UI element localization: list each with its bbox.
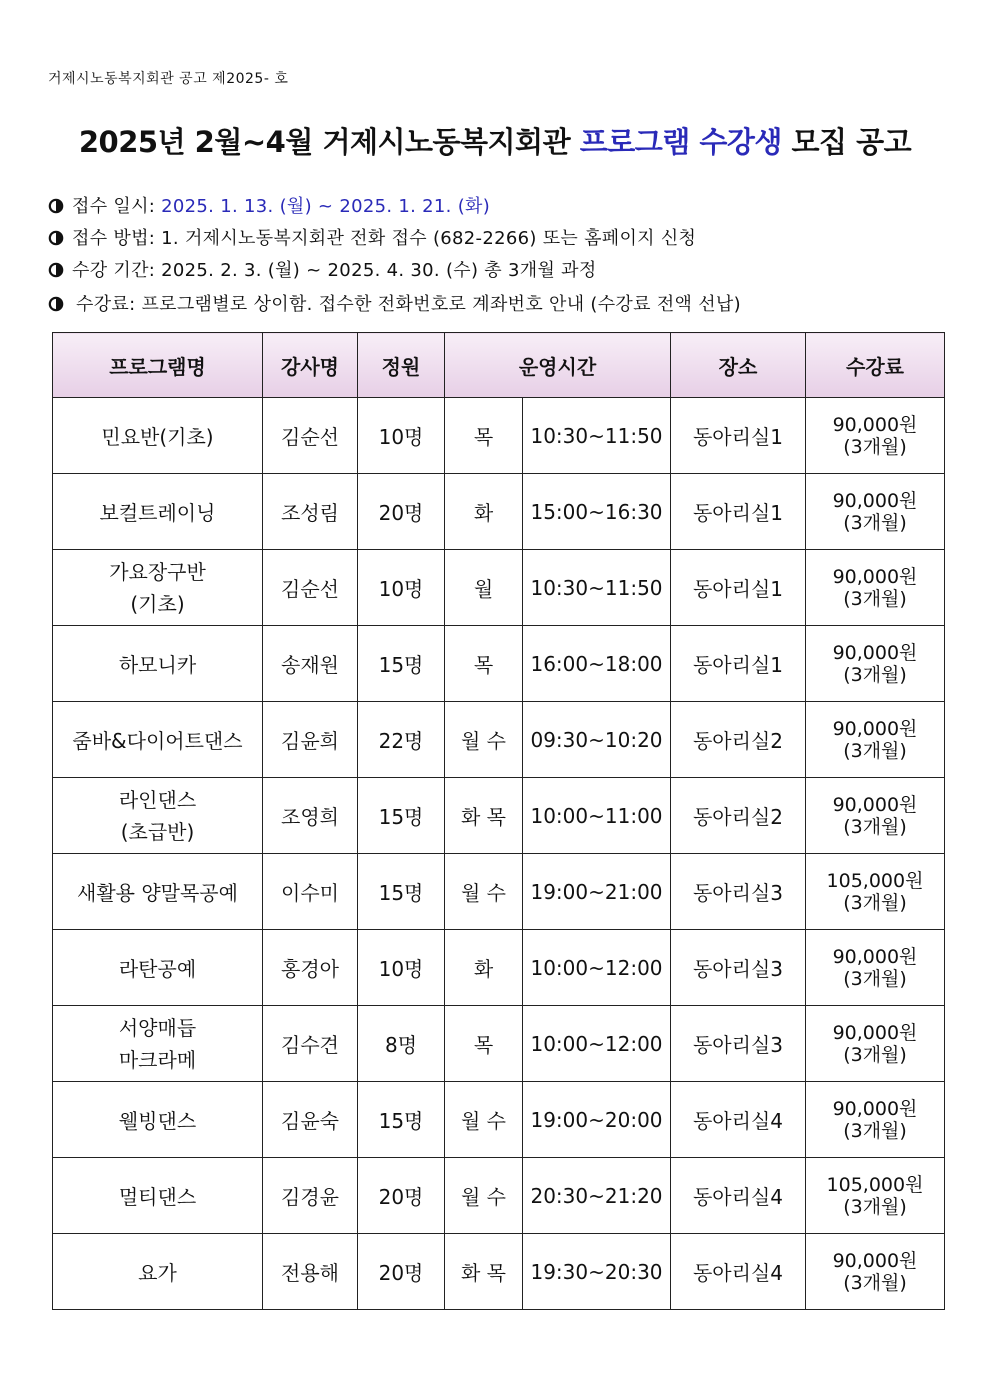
cell-day: 화 목 — [445, 1234, 523, 1310]
fee-amount: 90,000원 — [832, 489, 918, 512]
fee-period: (3개월) — [843, 891, 907, 914]
half-circle-bullet-icon — [48, 296, 64, 312]
program-name-line2: 마크라메 — [118, 1047, 197, 1072]
cell-fee — [806, 550, 945, 626]
reception-date-value: 2025. 1. 13. (월) ~ 2025. 1. 21. (화) — [161, 196, 491, 217]
cell-teacher: 김경윤 — [263, 1158, 358, 1234]
header-place: 장소 — [671, 333, 806, 398]
table-row — [53, 854, 945, 930]
cell-day: 목 — [445, 1006, 523, 1082]
half-circle-bullet-icon — [48, 262, 64, 278]
title-highlight: 프로그램 수강생 — [579, 125, 782, 159]
course-period-text: 수강 기간: 2025. 2. 3. (월) ~ 2025. 4. 30. (수) 총 3개월 과정 — [72, 260, 597, 281]
fee-period: (3개월) — [843, 967, 907, 990]
table-row — [53, 1158, 945, 1234]
cell-fee — [806, 474, 945, 550]
fee-amount: 90,000원 — [832, 1249, 918, 1272]
cell-fee — [806, 1234, 945, 1310]
page-title — [0, 120, 990, 161]
cell-teacher: 전용해 — [263, 1234, 358, 1310]
fee-amount: 105,000원 — [826, 1173, 924, 1196]
cell-place: 동아리실3 — [671, 1006, 806, 1082]
fee-period: (3개월) — [843, 1043, 907, 1066]
cell-time: 10:00~12:00 — [523, 930, 671, 1006]
table-row — [53, 398, 945, 474]
fee-amount: 90,000원 — [832, 793, 918, 816]
cell-time: 10:30~11:50 — [523, 398, 671, 474]
cell-place: 동아리실1 — [671, 474, 806, 550]
cell-time: 10:00~11:00 — [523, 778, 671, 854]
cell-fee — [806, 1158, 945, 1234]
cell-time: 15:00~16:30 — [523, 474, 671, 550]
cell-day: 화 — [445, 930, 523, 1006]
cell-day: 목 — [445, 626, 523, 702]
program-name-line1: 가요장구반 — [109, 559, 206, 584]
fee-amount: 90,000원 — [832, 717, 918, 740]
cell-capacity: 20명 — [358, 474, 445, 550]
table-row — [53, 1006, 945, 1082]
cell-place: 동아리실4 — [671, 1082, 806, 1158]
cell-teacher: 김순선 — [263, 398, 358, 474]
cell-place: 동아리실1 — [671, 626, 806, 702]
cell-program-name: 멀티댄스 — [53, 1158, 263, 1234]
fee-amount: 90,000원 — [832, 1021, 918, 1044]
cell-place: 동아리실4 — [671, 1158, 806, 1234]
cell-time: 19:00~21:00 — [523, 854, 671, 930]
header-program-name: 프로그램명 — [53, 333, 263, 398]
cell-teacher: 홍경아 — [263, 930, 358, 1006]
cell-day: 월 수 — [445, 1158, 523, 1234]
cell-program-name: 줌바&다이어트댄스 — [53, 702, 263, 778]
cell-time: 19:00~20:00 — [523, 1082, 671, 1158]
fee-amount: 90,000원 — [832, 1097, 918, 1120]
cell-program-name — [53, 1006, 263, 1082]
info-fee-note — [48, 290, 741, 316]
cell-day: 월 — [445, 550, 523, 626]
cell-capacity: 15명 — [358, 778, 445, 854]
cell-day: 월 수 — [445, 1082, 523, 1158]
table-row — [53, 550, 945, 626]
half-circle-bullet-icon — [48, 198, 64, 214]
cell-day: 화 목 — [445, 778, 523, 854]
info-course-period — [48, 256, 597, 282]
cell-fee — [806, 854, 945, 930]
table-header-row — [53, 333, 945, 398]
notice-number: 거제시노동복지회관 공고 제2025- 호 — [48, 71, 289, 87]
cell-place: 동아리실4 — [671, 1234, 806, 1310]
info-reception-date — [48, 192, 490, 218]
cell-day: 목 — [445, 398, 523, 474]
program-name-line1: 라인댄스 — [118, 787, 197, 812]
fee-period: (3개월) — [843, 739, 907, 762]
cell-program-name: 라탄공예 — [53, 930, 263, 1006]
table-row — [53, 778, 945, 854]
header-teacher: 강사명 — [263, 333, 358, 398]
fee-period: (3개월) — [843, 435, 907, 458]
cell-place: 동아리실2 — [671, 778, 806, 854]
header-schedule: 운영시간 — [445, 333, 671, 398]
cell-fee — [806, 398, 945, 474]
program-name-line1: 서양매듭 — [118, 1015, 197, 1040]
cell-program-name: 보컬트레이닝 — [53, 474, 263, 550]
cell-fee — [806, 702, 945, 778]
cell-teacher: 송재원 — [263, 626, 358, 702]
reception-method-text: 접수 방법: 1. 거제시노동복지회관 전화 접수 (682-2266) 또는 홈페이지 신청 — [72, 228, 697, 249]
title-part2: 모집 공고 — [781, 125, 912, 159]
cell-capacity: 20명 — [358, 1158, 445, 1234]
cell-teacher: 조성림 — [263, 474, 358, 550]
cell-capacity: 15명 — [358, 626, 445, 702]
fee-amount: 90,000원 — [832, 641, 918, 664]
cell-capacity: 20명 — [358, 1234, 445, 1310]
cell-day: 월 수 — [445, 702, 523, 778]
fee-period: (3개월) — [843, 815, 907, 838]
half-circle-bullet-icon — [48, 230, 64, 246]
cell-program-name — [53, 778, 263, 854]
cell-program-name: 하모니카 — [53, 626, 263, 702]
cell-program-name: 새활용 양말목공예 — [53, 854, 263, 930]
cell-place: 동아리실1 — [671, 398, 806, 474]
cell-teacher: 이수미 — [263, 854, 358, 930]
cell-program-name: 민요반(기초) — [53, 398, 263, 474]
cell-day: 월 수 — [445, 854, 523, 930]
program-table — [52, 332, 945, 1310]
cell-capacity: 15명 — [358, 1082, 445, 1158]
table-row — [53, 1234, 945, 1310]
cell-time: 19:30~20:30 — [523, 1234, 671, 1310]
info-reception-method — [48, 224, 696, 250]
cell-teacher: 김수견 — [263, 1006, 358, 1082]
cell-fee — [806, 1006, 945, 1082]
fee-amount: 90,000원 — [832, 413, 918, 436]
cell-capacity: 10명 — [358, 398, 445, 474]
reception-date-label: 접수 일시: — [72, 196, 162, 217]
title-part1: 2025년 2월~4월 거제시노동복지회관 — [78, 125, 580, 159]
table-row — [53, 702, 945, 778]
cell-day: 화 — [445, 474, 523, 550]
cell-place: 동아리실1 — [671, 550, 806, 626]
fee-period: (3개월) — [843, 663, 907, 686]
cell-capacity: 15명 — [358, 854, 445, 930]
cell-program-name: 요가 — [53, 1234, 263, 1310]
cell-time: 20:30~21:20 — [523, 1158, 671, 1234]
fee-period: (3개월) — [843, 1271, 907, 1294]
fee-period: (3개월) — [843, 587, 907, 610]
header-capacity: 정원 — [358, 333, 445, 398]
table-row — [53, 930, 945, 1006]
cell-teacher: 김윤숙 — [263, 1082, 358, 1158]
cell-capacity: 22명 — [358, 702, 445, 778]
cell-program-name — [53, 550, 263, 626]
cell-fee — [806, 626, 945, 702]
cell-program-name: 웰빙댄스 — [53, 1082, 263, 1158]
header-fee: 수강료 — [806, 333, 945, 398]
fee-period: (3개월) — [843, 511, 907, 534]
program-name-line2: (기초) — [130, 591, 185, 616]
table-row — [53, 1082, 945, 1158]
fee-amount: 90,000원 — [832, 565, 918, 588]
cell-place: 동아리실3 — [671, 930, 806, 1006]
fee-period: (3개월) — [843, 1195, 907, 1218]
fee-amount: 90,000원 — [832, 945, 918, 968]
table-row — [53, 626, 945, 702]
cell-teacher: 김순선 — [263, 550, 358, 626]
cell-capacity: 10명 — [358, 550, 445, 626]
cell-place: 동아리실2 — [671, 702, 806, 778]
fee-note-text: 수강료: 프로그램별로 상이함. 접수한 전화번호로 계좌번호 안내 (수강료 전액 선납) — [76, 294, 741, 315]
cell-fee — [806, 1082, 945, 1158]
fee-period: (3개월) — [843, 1119, 907, 1142]
cell-teacher: 김윤희 — [263, 702, 358, 778]
table-row — [53, 474, 945, 550]
cell-time: 10:00~12:00 — [523, 1006, 671, 1082]
cell-capacity: 10명 — [358, 930, 445, 1006]
cell-teacher: 조영희 — [263, 778, 358, 854]
cell-time: 09:30~10:20 — [523, 702, 671, 778]
cell-fee — [806, 778, 945, 854]
cell-place: 동아리실3 — [671, 854, 806, 930]
cell-time: 16:00~18:00 — [523, 626, 671, 702]
program-name-line2: (초급반) — [120, 819, 195, 844]
cell-capacity: 8명 — [358, 1006, 445, 1082]
cell-fee — [806, 930, 945, 1006]
cell-time: 10:30~11:50 — [523, 550, 671, 626]
fee-amount: 105,000원 — [826, 869, 924, 892]
